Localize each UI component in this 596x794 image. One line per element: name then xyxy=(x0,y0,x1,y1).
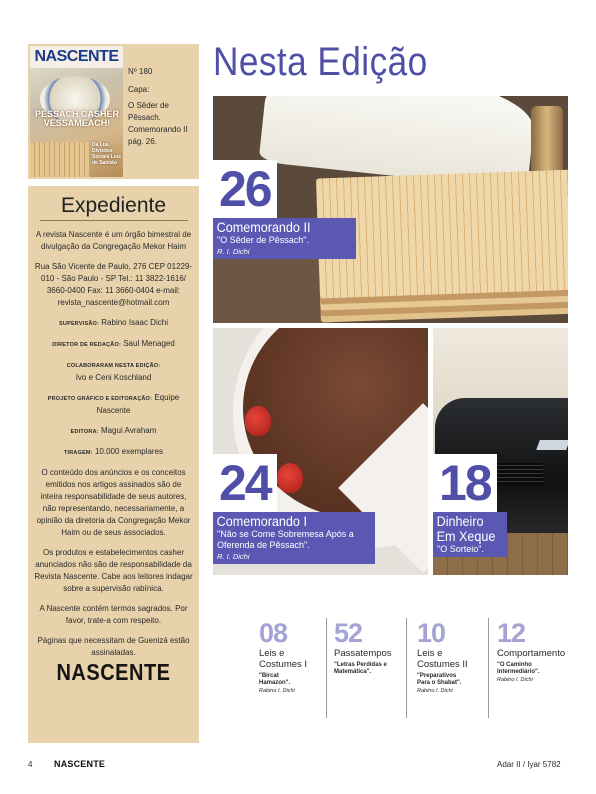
feature-caption[interactable] xyxy=(433,512,507,557)
role-label: PROJETO GRÁFICO E EDITORAÇÃO: xyxy=(47,396,153,402)
nascente-logo xyxy=(28,660,199,686)
contents-item[interactable] xyxy=(259,618,339,695)
contents-subtitle: "Preparativos Para o Shabat". xyxy=(417,673,462,686)
photo-car-headlight xyxy=(536,440,568,450)
feature-title: Comemorando II xyxy=(216,219,311,235)
contents-divider xyxy=(406,618,407,718)
role-value: Equipe Nascente xyxy=(96,393,180,415)
feature-title: Dinheiro Em Xeque xyxy=(436,513,496,544)
feature-title: Comemorando I xyxy=(216,513,307,529)
contents-item[interactable] xyxy=(417,618,497,695)
role-value: Magui Avraham xyxy=(100,426,157,435)
expediente-role xyxy=(32,359,195,384)
role-label: COLABORARAM NESTA EDIÇÃO: xyxy=(66,363,161,369)
feature-subtitle: "O Sorteio". xyxy=(437,544,484,554)
role-value: Rabino Isaac Dichi xyxy=(101,318,168,327)
contents-page-number: 10 xyxy=(417,618,446,648)
cover-description: O Sêder de Pêssach. Comemorando II pág. 26. xyxy=(128,101,188,146)
issue-number: Nº 180 xyxy=(128,67,153,76)
contents-subtitle: "Bircat Hamazon". xyxy=(259,673,291,686)
contents-page-number: 08 xyxy=(259,618,288,648)
cover-image[interactable] xyxy=(30,46,123,177)
expediente-role xyxy=(32,392,195,417)
contents-subtitle: "Letras Perdidas e Matemática". xyxy=(334,662,387,675)
page-number: 4 xyxy=(28,760,33,769)
feature-author: R. I. Dichi xyxy=(217,552,250,561)
cover-label: Capa: xyxy=(128,85,150,94)
cover-side-text: Da Lua Divisões Sociais Leis de Salmão xyxy=(92,142,121,166)
expediente-products: Os produtos e estabelecimentos casher anunciados não são de responsabilidade da Revista Nascente. Cabe aos leitores indagar sobre a supervisão rabínica. xyxy=(34,548,193,593)
expediente-title: Expediente xyxy=(60,194,167,217)
strawberry xyxy=(277,463,303,493)
feature-number[interactable]: 18 xyxy=(433,454,497,512)
cover-masthead: NASCENTE xyxy=(30,46,123,68)
contents-title: Comportamento xyxy=(497,648,566,659)
role-label: DIRETOR DE REDAÇÃO: xyxy=(52,342,121,348)
expediente-role xyxy=(32,425,195,438)
role-label: EDITORA: xyxy=(70,429,99,435)
feature-number[interactable]: 26 xyxy=(213,160,277,218)
expediente-address: Rua São Vicente de Paulo, 276 CEP 01229-010 - São Paulo - SP Tel.: 11 3822-1616/ 3660-0400 Fax: 11 3660-0404 e-mail: revista_nascente@hotmail.com xyxy=(34,262,193,307)
expediente-role xyxy=(32,317,195,330)
expediente-intro: A revista Nascente é um órgão bimestral de divulgação da Congregação Mekor Haim xyxy=(35,230,192,251)
contents-title: Leis e Costumes I xyxy=(259,648,308,670)
contents-divider xyxy=(326,618,327,718)
feature-caption[interactable] xyxy=(213,512,375,564)
contents-author: Rabino I. Dichi xyxy=(417,688,453,694)
feature-author: R. I. Dichi xyxy=(217,247,250,256)
cover-box xyxy=(28,44,199,179)
cover-matzah xyxy=(30,142,90,177)
role-label: SUPERVISÃO: xyxy=(59,321,100,327)
expediente-box xyxy=(28,186,199,743)
role-value: Ivo e Ceni Koschland xyxy=(75,373,152,382)
page-title: Nesta Edição xyxy=(213,40,428,84)
contents-title: Passatempos xyxy=(334,648,392,659)
expediente-sacred-notice: A Nascente contém termos sagrados. Por favor, trate-a com respeito. xyxy=(39,604,188,625)
contents-page-number: 52 xyxy=(334,618,363,648)
expediente-role xyxy=(32,338,195,351)
role-label: TIRAGEM: xyxy=(63,450,93,456)
cover-caption xyxy=(128,66,196,148)
contents-item[interactable] xyxy=(334,618,414,676)
feature-number[interactable]: 24 xyxy=(213,454,277,512)
feature-caption[interactable] xyxy=(213,218,356,259)
issue-date: Adar II / Iyar 5782 xyxy=(497,760,561,769)
contents-page-number: 12 xyxy=(497,618,526,648)
cover-headline: PESSACH CASHER VESSAMEACH! xyxy=(34,109,119,128)
contents-divider xyxy=(488,618,489,718)
contents-author: Rabino I. Dichi xyxy=(259,688,295,694)
contents-author: Rabino I. Dichi xyxy=(497,677,533,683)
expediente-disclaimer: O conteúdo dos anúncios e os conceitos emitidos nos artigos assinados são de inteira responsabilidade de seus autores, não representando, necessariamente, a opinião da diretoria da Congregação Mekor Haim ou de seus associados. xyxy=(36,468,191,537)
contents-subtitle: "O Caminho Intermediário". xyxy=(497,662,540,675)
strawberry xyxy=(245,406,271,436)
role-value: Saul Menaged xyxy=(123,339,175,348)
feature-subtitle: "Não se Come Sobremesa Após a Oferenda de Pêssach". xyxy=(217,529,354,550)
contents-item[interactable] xyxy=(497,618,577,684)
expediente-genizah-notice: Páginas que necessitam de Guenizá estão assinaladas. xyxy=(37,636,190,657)
expediente-divider xyxy=(40,220,188,221)
footer-logo: NASCENTE xyxy=(54,759,106,769)
logo-text: NASCENTE xyxy=(56,660,171,686)
contents-title: Leis e Costumes II xyxy=(417,648,468,670)
role-value: 10.000 exemplares xyxy=(94,447,164,456)
feature-subtitle: "O Sêder de Pêssach". xyxy=(217,235,309,245)
expediente-role xyxy=(32,446,195,459)
